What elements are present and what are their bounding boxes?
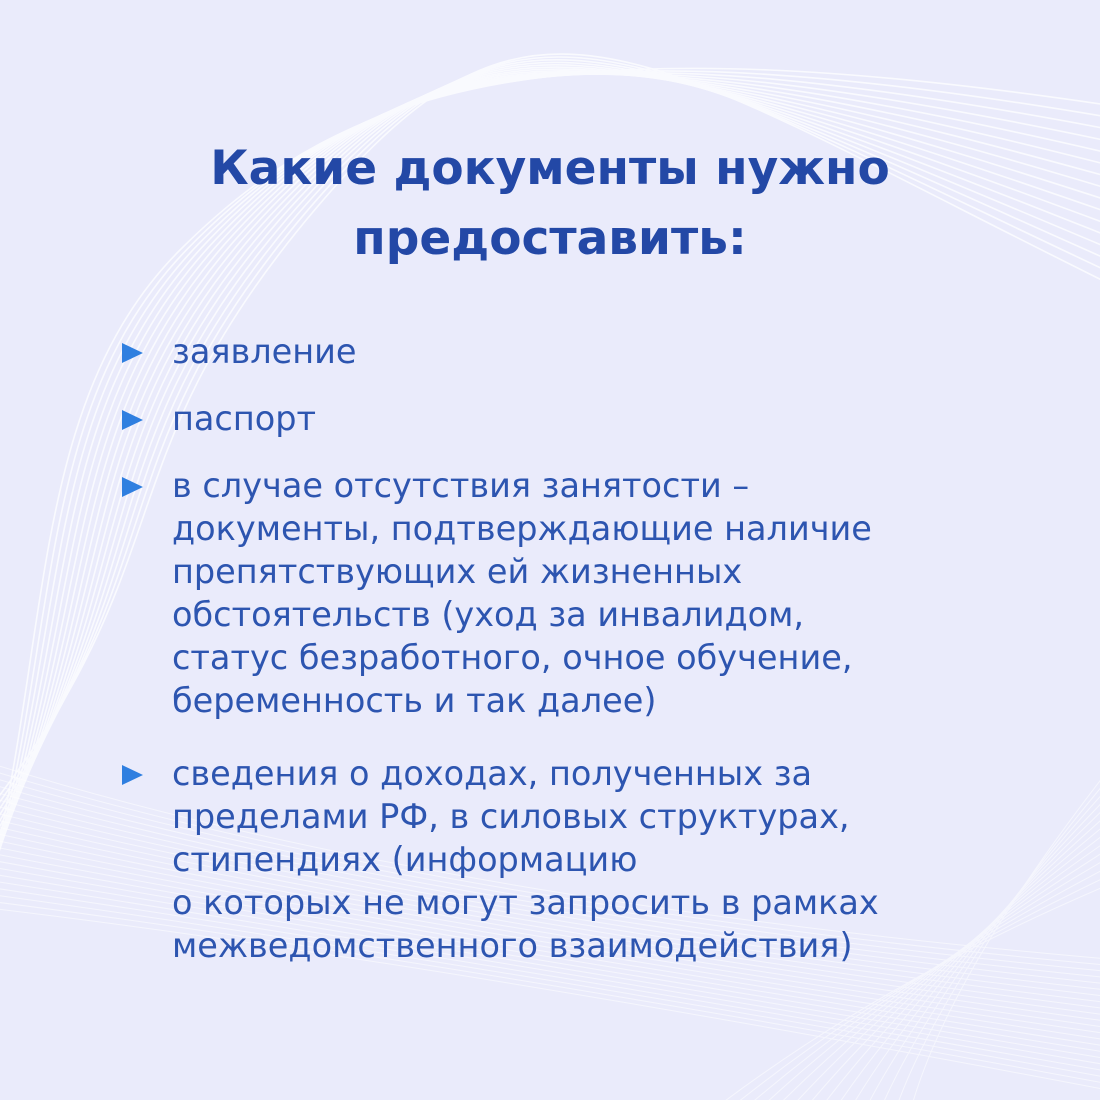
list-item-text: в случае отсутствия занятости – bbox=[172, 466, 750, 505]
list-item-application bbox=[122, 330, 1042, 373]
list-item-income-info bbox=[122, 752, 1042, 967]
title-line: Какие документы нужно bbox=[210, 141, 890, 196]
triangle-bullet-icon bbox=[122, 343, 143, 363]
list-item-text: препятствующих ей жизненных bbox=[172, 552, 743, 591]
list-item-text: паспорт bbox=[172, 399, 317, 438]
list-item-text: обстоятельств (уход за инвалидом, bbox=[172, 595, 805, 634]
documents-list bbox=[122, 330, 1042, 991]
triangle-bullet-icon bbox=[122, 410, 143, 430]
list-item-text: сведения о доходах, полученных за bbox=[172, 754, 813, 793]
list-item-text: межведомственного взаимодействия) bbox=[172, 926, 853, 965]
list-item-text: стипендиях (информацию bbox=[172, 840, 638, 879]
title-line: предоставить: bbox=[353, 211, 747, 266]
triangle-bullet-icon bbox=[122, 765, 143, 785]
list-item-employment-documents bbox=[122, 464, 1042, 722]
list-item-text: документы, подтверждающие наличие bbox=[172, 509, 872, 548]
triangle-bullet-icon bbox=[122, 477, 143, 497]
list-item-text: беременность и так далее) bbox=[172, 681, 657, 720]
list-item-text: о которых не могут запросить в рамках bbox=[172, 883, 879, 922]
list-item-text: статус безработного, очное обучение, bbox=[172, 638, 853, 677]
list-item-passport bbox=[122, 397, 1042, 440]
list-item-text: заявление bbox=[172, 332, 357, 371]
page-title bbox=[90, 134, 1010, 274]
list-item-text: пределами РФ, в силовых структурах, bbox=[172, 797, 850, 836]
